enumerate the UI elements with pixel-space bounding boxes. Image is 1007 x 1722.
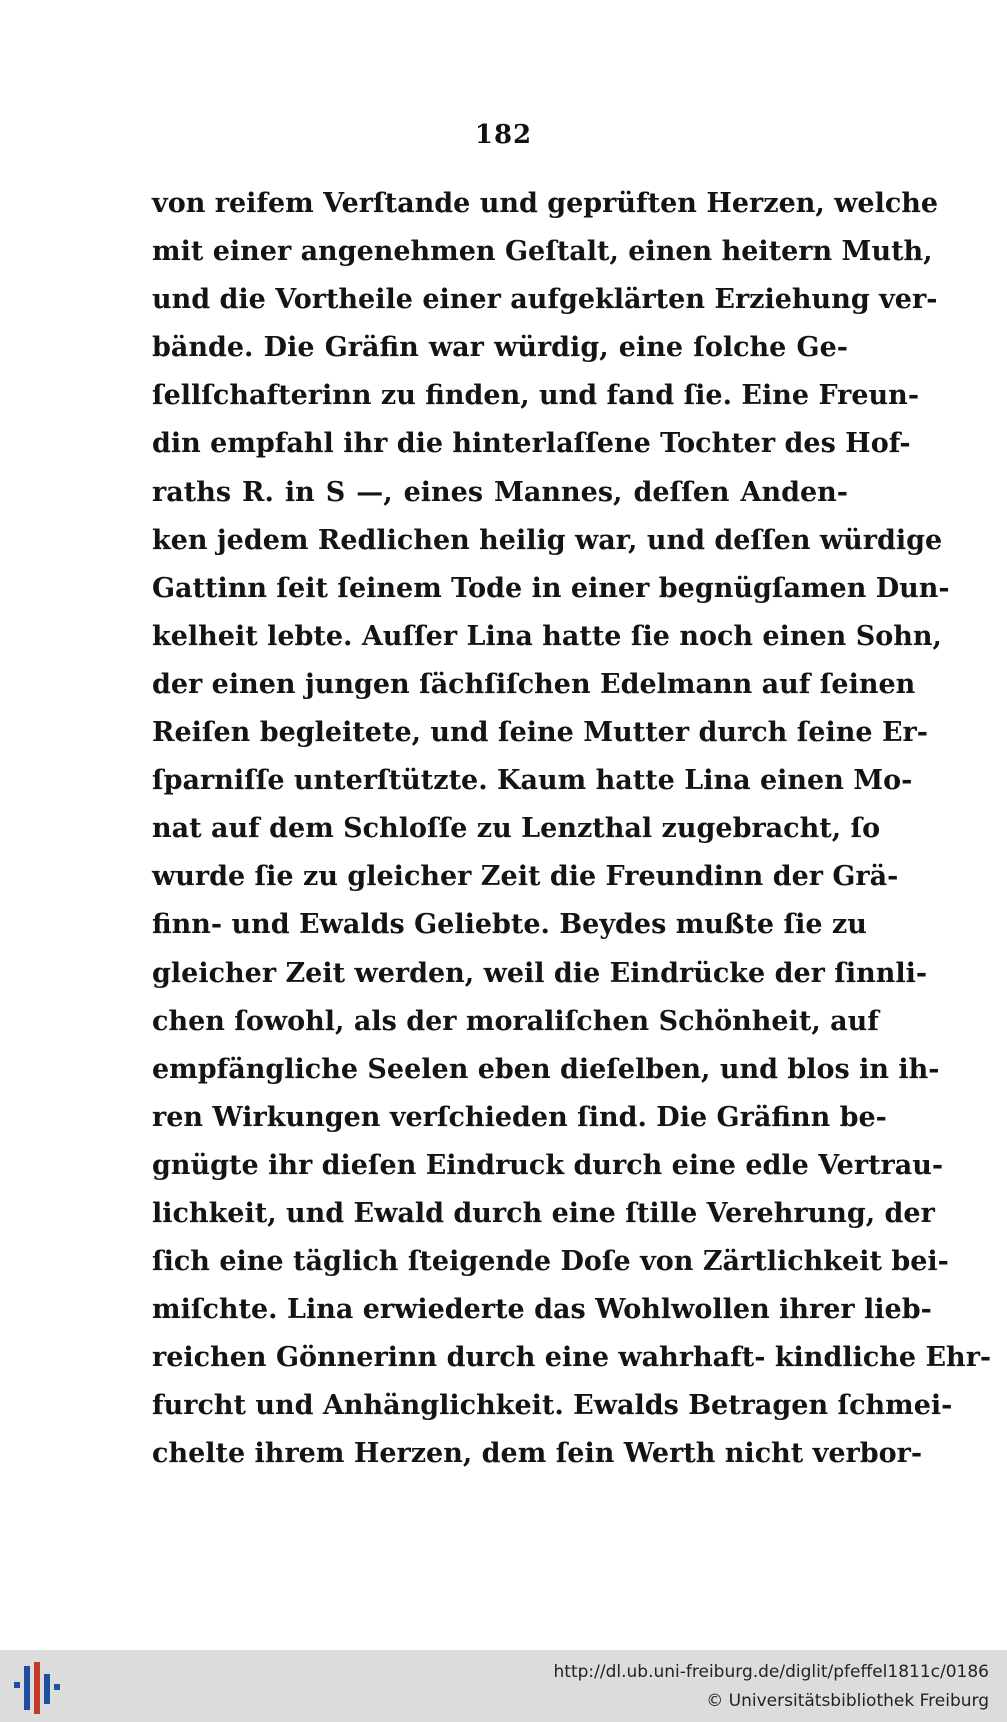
text-line: empfängliche Seelen eben dieſelben, und blos in ih- bbox=[152, 1053, 940, 1085]
text-line: chen ſowohl, als der moraliſchen Schönheit, auf bbox=[152, 1005, 879, 1037]
text-line: gnügte ihr dieſen Eindruck durch eine edle Vertrau- bbox=[152, 1149, 944, 1181]
text-line: ken jedem Redlichen heilig war, und deſſen würdige bbox=[152, 524, 943, 556]
text-line: ſich eine täglich ſteigende Doſe von Zärtlichkeit bei- bbox=[152, 1246, 949, 1278]
body-text bbox=[152, 180, 992, 1479]
text-line: ſellſchafterinn zu finden, und fand ſie. Eine Freun- bbox=[152, 380, 920, 412]
text-line: der einen jungen ſächſiſchen Edelmann auf ſeinen bbox=[152, 668, 916, 700]
text-line: kelheit lebte. Auſſer Lina hatte ſie noch einen Sohn, bbox=[152, 620, 942, 652]
text-line: reichen Gönnerinn durch eine wahrhaft- kindliche Ehr- bbox=[152, 1342, 992, 1374]
text-line: ren Wirkungen verſchieden ſind. Die Gräfinn be- bbox=[152, 1101, 887, 1133]
text-line: wurde ſie zu gleicher Zeit die Freundinn der Grä- bbox=[152, 861, 899, 893]
text-line: finn- und Ewalds Geliebte. Beydes mußte ſie zu bbox=[152, 909, 867, 941]
text-line: miſchte. Lina erwiederte das Wohlwollen ihrer lieb- bbox=[152, 1294, 932, 1326]
text-line: mit einer angenehmen Geſtalt, einen heitern Muth, bbox=[152, 236, 933, 268]
text-line: nat auf dem Schloſſe zu Lenzthal zugebracht, ſo bbox=[152, 813, 881, 845]
copyright-text: © Universitätsbibliothek Freiburg bbox=[706, 1691, 989, 1711]
text-line: chelte ihrem Herzen, dem ſein Werth nicht verbor- bbox=[152, 1438, 923, 1470]
text-line: Reiſen begleitete, und ſeine Mutter durch ſeine Er- bbox=[152, 717, 928, 749]
text-line: gleicher Zeit werden, weil die Eindrücke der ſinnli- bbox=[152, 957, 928, 989]
library-logo-icon bbox=[12, 1660, 62, 1716]
text-line: von reifem Verſtande und geprüften Herzen, welche bbox=[152, 188, 939, 219]
text-line: Gattinn ſeit ſeinem Tode in einer begnügſamen Dun- bbox=[152, 572, 950, 604]
text-line: raths R. in S —, eines Mannes, deſſen Anden- bbox=[152, 476, 848, 508]
text-line: furcht und Anhänglichkeit. Ewalds Betragen ſchmei- bbox=[152, 1390, 953, 1422]
text-line: din empfahl ihr die hinterlaſſene Tochter des Hof- bbox=[152, 428, 911, 460]
footer-bar bbox=[0, 1650, 1007, 1722]
text-line: bände. Die Gräfin war würdig, eine ſolche Ge- bbox=[152, 332, 848, 364]
text-line: ſparniſſe unterſtützte. Kaum hatte Lina einen Mo- bbox=[152, 765, 913, 797]
text-line: und die Vortheile einer aufgeklärten Erziehung ver- bbox=[152, 284, 938, 316]
text-line: lichkeit, und Ewald durch eine ſtille Verehrung, der bbox=[152, 1197, 935, 1229]
source-url-link[interactable]: http://dl.ub.uni-freiburg.de/diglit/pfeffel1811c/0186 bbox=[553, 1662, 989, 1682]
page-number: 182 bbox=[474, 120, 533, 150]
